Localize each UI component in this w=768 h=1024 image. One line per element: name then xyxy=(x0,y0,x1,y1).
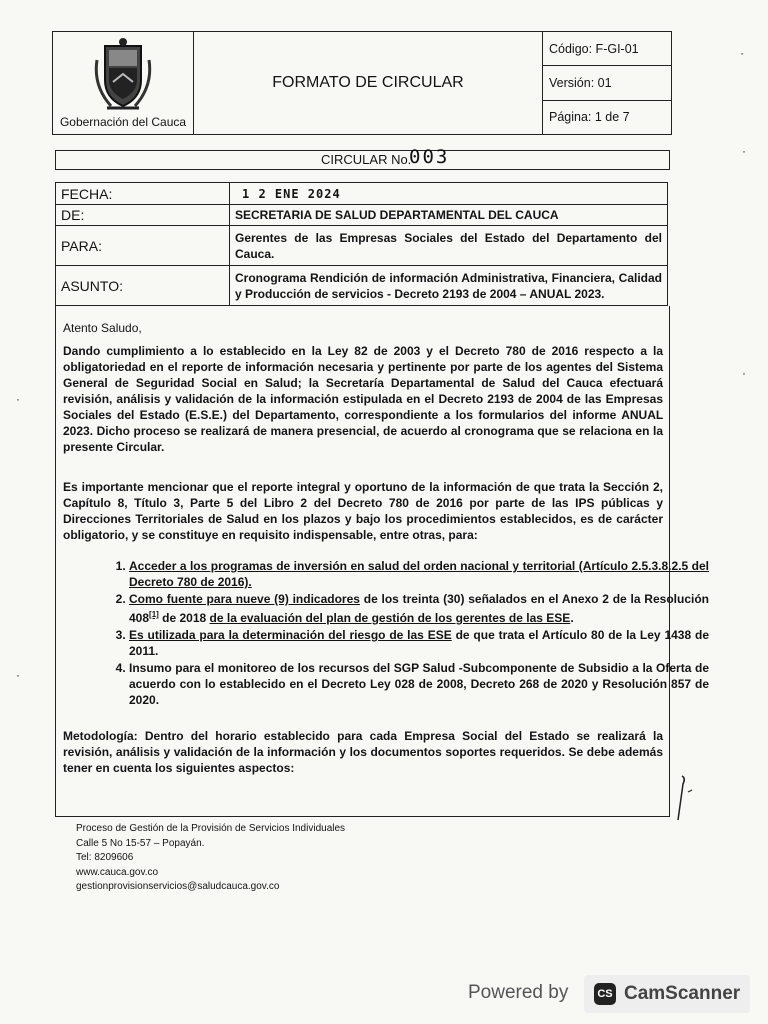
para-value: Gerentes de las Empresas Sociales del Estado del Departamento del Cauca. xyxy=(230,226,668,266)
list-item xyxy=(129,558,709,590)
paragraph-1-year: 2023. xyxy=(63,424,94,438)
document-footer xyxy=(76,822,345,895)
paragraph-1-text-end: Dicho proceso se realizará de manera presencial, de acuerdo al cronograma que se relaciona en la presente Circular. xyxy=(63,424,663,454)
document-header xyxy=(52,31,672,135)
footer-phone: Tel: 8209606 xyxy=(76,852,134,863)
table-row xyxy=(56,183,668,205)
logo-cell xyxy=(53,32,194,134)
document-code: Código: F-GI-01 xyxy=(543,32,671,66)
list-item-2-link-b: de la evaluación del plan de gestión de los gerentes de las ESE xyxy=(209,611,571,625)
table-row xyxy=(56,266,668,306)
paragraph-2: Es importante mencionar que el reporte integral y oportuno de la información de que trata la Sección 2, Capítulo 8, Título 3, Parte 5 del Libro 2 del Decreto 780 de 2016 por parte de las IPS públicas y Direcciones Territoriales de Salud en los plazos y bajo los procedimientos establecidos, es de carácter obligatorio, y se constituye en requisito indispensable, entre otras, para: xyxy=(63,480,663,542)
footer-process: Proceso de Gestión de la Provisión de Servicios Individuales xyxy=(76,823,346,834)
list-item xyxy=(129,660,709,708)
powered-by-label: Powered by xyxy=(468,982,569,1003)
paragraph-1-text: Dando cumplimiento a lo establecido en la Ley 82 de 2003 y el Decreto 780 de 2016 respecto a la obligatoriedad en el reporte de información necesaria y pertinente por parte de los agentes del Sistema General de Seguridad Social en Salud; la Secretaría Departamental de Salud del Cauca efectuará revisión, análisis y validación de la información estipulada en el Decreto 2193 de 2004 de las Empresas Sociales del Estado (E.S.E.) del Departamento, correspondiente a los formularios del informe ANUAL xyxy=(63,344,663,422)
methodology-label: Metodología: xyxy=(63,729,138,743)
list-item xyxy=(129,591,709,626)
document-title: FORMATO DE CIRCULAR xyxy=(194,32,543,134)
scan-speck: · xyxy=(742,144,746,158)
footer-website: www.cauca.gov.co xyxy=(76,866,159,878)
scan-speck: · xyxy=(742,366,746,380)
methodology-paragraph xyxy=(63,728,663,776)
camscanner-badge-icon: CS xyxy=(594,983,616,1005)
pen-mark-icon xyxy=(672,772,696,824)
page-number: Página: 1 de 7 xyxy=(549,110,630,125)
document-version: Versión: 01 xyxy=(543,66,671,100)
circular-number-bar xyxy=(55,146,670,170)
footnote-ref: [1] xyxy=(149,610,159,619)
list-item-3-text: de que trata el Artículo 80 de la Ley 1438 de 2011. xyxy=(129,628,709,658)
fecha-label: FECHA: xyxy=(56,183,230,205)
camscanner-name: CamScanner xyxy=(624,983,741,1004)
list-item-3-link: Es utilizada para la determinación del riesgo de las ESE xyxy=(129,628,452,642)
list-item-2-text-b: de 2018 xyxy=(158,611,210,625)
requirements-list xyxy=(83,558,709,709)
table-row xyxy=(56,205,668,226)
scan-speck: · xyxy=(16,392,20,406)
para-label: PARA: xyxy=(56,226,230,266)
org-name: Gobernación del Cauca xyxy=(59,115,187,129)
methodology-text: Dentro del horario establecido para cada Empresa Social del Estado se realizará la revisión, análisis y validación de la información y los documentos soportes requeridos. Se debe además tener en cuenta los siguientes aspectos: xyxy=(63,729,663,775)
table-row xyxy=(56,226,668,266)
circular-number: 003 xyxy=(409,146,450,168)
list-item-1-text: Acceder a los programas de inversión en salud del orden nacional y territorial (Artículo 2.5.3.8.2.5 del Decreto 780 de 2016). xyxy=(129,559,709,589)
footer-email: gestionprovisionservicios@saludcauca.gov.co xyxy=(76,881,280,892)
asunto-value: Cronograma Rendición de información Administrativa, Financiera, Calidad y Producción de servicios - Decreto 2193 de 2004 – ANUAL 2023. xyxy=(230,266,668,306)
paragraph-1 xyxy=(63,343,663,455)
camscanner-logo xyxy=(584,975,750,1013)
coat-of-arms-icon xyxy=(91,36,155,116)
scan-speck: · xyxy=(16,668,20,682)
list-item xyxy=(129,627,709,659)
asunto-label: ASUNTO: xyxy=(56,266,230,306)
scan-speck: · xyxy=(740,46,744,60)
circular-info-table xyxy=(55,182,668,306)
list-item-2-text: de los treinta (30) señalados en el Anexo 2 de la Resolución 408 xyxy=(129,592,709,625)
fecha-value: 1 2 ENE 2024 xyxy=(230,183,668,205)
de-label: DE: xyxy=(56,205,230,226)
de-value: SECRETARIA DE SALUD DEPARTAMENTAL DEL CAUCA xyxy=(230,205,668,226)
list-item-2-link: Como fuente para nueve (9) indicadores xyxy=(129,592,360,606)
greeting: Atento Saludo, xyxy=(63,321,142,335)
list-item-4-text: Insumo para el monitoreo de los recursos del SGP Salud -Subcomponente de Subsidio a la Oferta de acuerdo con lo establecido en el Decreto Ley 028 de 2008, Decreto 268 de 2020 y Resolución 857 de 2020. xyxy=(129,661,709,707)
circular-label: CIRCULAR No. xyxy=(321,152,412,167)
list-item-2-end: . xyxy=(570,611,574,625)
document-meta xyxy=(543,32,671,134)
footer-address: Calle 5 No 15-57 – Popayán. xyxy=(76,837,205,849)
